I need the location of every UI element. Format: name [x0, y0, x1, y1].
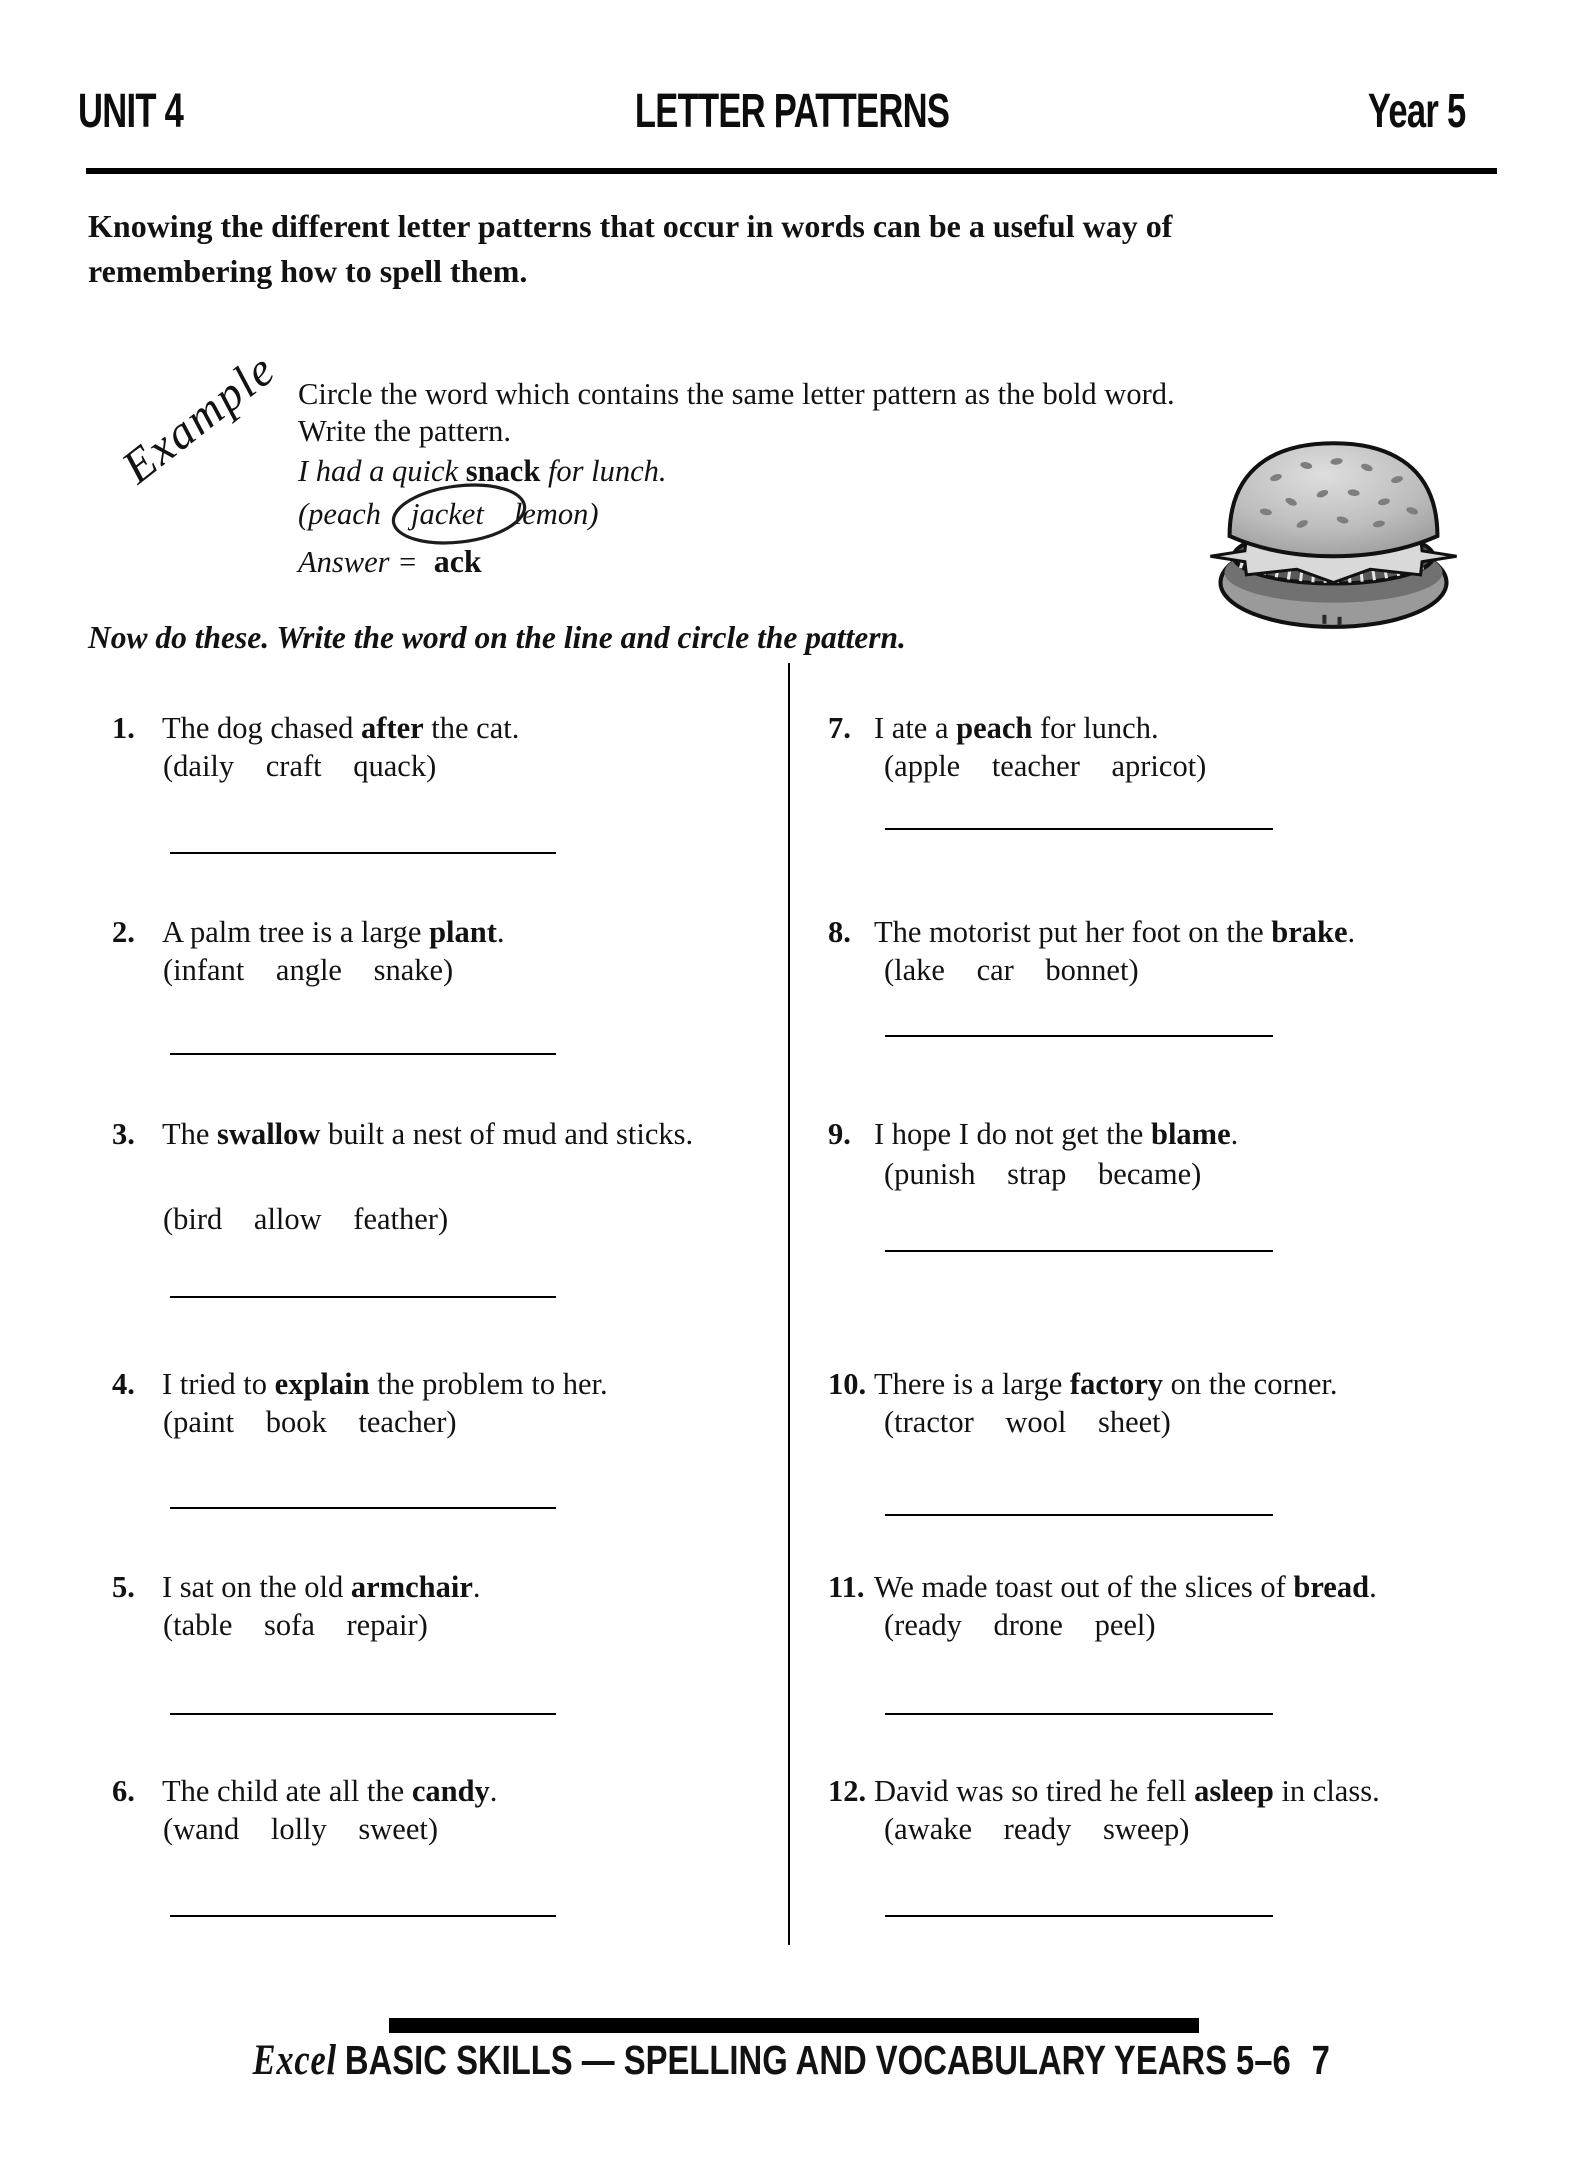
year-label: Year 5: [1367, 85, 1465, 138]
worksheet-item-11: [828, 1564, 1377, 1610]
bold-word: bread: [1293, 1570, 1370, 1604]
worksheet-item-5: [112, 1564, 481, 1610]
example-sentence: [298, 454, 667, 489]
item-options: (wand lolly sweet): [163, 1812, 438, 1846]
bold-word: plant: [429, 915, 497, 949]
worksheet-item-6: [112, 1768, 497, 1814]
worksheet-item-1: [112, 705, 519, 751]
answer-line: [885, 1514, 1273, 1516]
item-sentence: I sat on the old armchair.: [162, 1570, 481, 1604]
footer-brand: Excel: [252, 2037, 338, 2084]
sentence-pre: I had a quick: [298, 454, 466, 488]
answer-pattern: ack: [433, 543, 482, 579]
options-close: lemon): [513, 497, 599, 531]
item-number: 3.: [112, 1117, 135, 1151]
sentence-bold-word: snack: [465, 454, 541, 488]
item-number: 4.: [112, 1367, 135, 1401]
item-options: (bird allow feather): [163, 1202, 449, 1236]
answer-line: [170, 1507, 556, 1509]
worksheet-item-7: [828, 705, 1159, 751]
item-number: 1.: [112, 711, 135, 745]
answer-line: [885, 1035, 1273, 1037]
item-options: (ready drone peel): [884, 1608, 1156, 1642]
item-options: (apple teacher apricot): [884, 749, 1207, 783]
worksheet-item-10: [828, 1361, 1338, 1407]
item-number: 5.: [112, 1570, 135, 1604]
item-number: 9.: [828, 1117, 851, 1151]
footer-series-title: BASIC SKILLS — SPELLING AND VOCABULARY YEARS 5–6: [345, 2037, 1292, 2083]
item-sentence: David was so tired he fell asleep in class.: [874, 1774, 1380, 1808]
answer-line: [170, 1053, 556, 1055]
hamburger-illustration: [1205, 415, 1463, 642]
bold-word: blame: [1150, 1117, 1231, 1151]
hamburger-icon: [1205, 415, 1463, 637]
answer-line: [885, 828, 1273, 830]
worksheet-item-9: [828, 1111, 1238, 1157]
worksheet-item-2: [112, 909, 505, 955]
answer-line: [885, 1713, 1273, 1715]
item-sentence: I ate a peach for lunch.: [874, 711, 1159, 745]
header-rule: [86, 168, 1497, 174]
item-options: (table sofa repair): [163, 1608, 428, 1642]
answer-line: [170, 1713, 556, 1715]
item-number: 7.: [828, 711, 851, 745]
bold-word: explain: [274, 1367, 370, 1401]
item-sentence: I hope I do not get the blame.: [874, 1117, 1239, 1151]
worksheet-item-4: [112, 1361, 608, 1407]
circled-word: jacket: [411, 497, 484, 532]
intro-text: [88, 204, 1172, 294]
bold-word: after: [361, 711, 424, 745]
item-options: (punish strap became): [884, 1157, 1202, 1191]
worksheet-item-8: [828, 909, 1355, 955]
page-number: 7: [1311, 2037, 1331, 2083]
bold-word: armchair: [350, 1570, 473, 1604]
bold-word: asleep: [1194, 1774, 1274, 1808]
item-number: 12.: [828, 1774, 867, 1808]
answer-line: [170, 1915, 556, 1917]
bold-word: peach: [956, 711, 1033, 745]
page-title: LETTER PATTERNS: [634, 85, 949, 138]
answer-label: Answer =: [298, 545, 418, 579]
answer-line: [170, 1296, 556, 1298]
footer-bar: [389, 2018, 1199, 2033]
item-options: (tractor wool sheet): [884, 1405, 1171, 1439]
item-number: 2.: [112, 915, 135, 949]
item-number: 11.: [828, 1570, 865, 1604]
answer-line: [885, 1250, 1273, 1252]
bold-word: candy: [411, 1774, 490, 1808]
column-divider: [788, 663, 790, 1945]
bold-word: swallow: [217, 1117, 321, 1151]
bold-word: brake: [1271, 915, 1348, 949]
example-options: [298, 497, 599, 532]
example-label: Example: [112, 342, 286, 494]
answer-line: [885, 1915, 1273, 1917]
intro-line-1: Knowing the different letter patterns that occur in words can be a useful way of: [88, 208, 1173, 244]
answer-line: [170, 852, 556, 854]
item-sentence: The child ate all the candy.: [162, 1774, 498, 1808]
item-sentence: The motorist put her foot on the brake.: [874, 915, 1356, 949]
example-answer: [298, 543, 482, 580]
example-instruction-1: Circle the word which contains the same letter pattern as the bold word.: [298, 377, 1175, 411]
sentence-post: for lunch.: [540, 454, 667, 488]
item-options: (paint book teacher): [163, 1405, 457, 1439]
item-sentence: We made toast out of the slices of bread.: [874, 1570, 1377, 1604]
footer-text: [0, 2036, 1583, 2085]
item-sentence: The dog chased after the cat.: [162, 711, 520, 745]
item-number: 10.: [828, 1367, 867, 1401]
unit-heading: UNIT 4: [78, 85, 184, 138]
item-number: 8.: [828, 915, 851, 949]
item-sentence: A palm tree is a large plant.: [162, 915, 505, 949]
item-sentence: There is a large factory on the corner.: [874, 1367, 1338, 1401]
item-sentence: I tried to explain the problem to her.: [162, 1367, 608, 1401]
example-instruction-2: Write the pattern.: [298, 414, 512, 448]
item-options: (infant angle snake): [163, 953, 454, 987]
item-options: (awake ready sweep): [884, 1812, 1190, 1846]
options-open: (peach: [298, 497, 381, 531]
intro-line-2: remembering how to spell them.: [88, 253, 528, 289]
item-options: (lake car bonnet): [884, 953, 1139, 987]
item-sentence: The swallow built a nest of mud and sticks.: [162, 1117, 694, 1151]
worksheet-item-3: [112, 1111, 693, 1157]
worksheet-item-12: [828, 1768, 1380, 1814]
now-do-instruction: Now do these. Write the word on the line and circle the pattern.: [88, 620, 906, 655]
item-number: 6.: [112, 1774, 135, 1808]
item-options: (daily craft quack): [163, 749, 437, 783]
bold-word: factory: [1069, 1367, 1164, 1401]
